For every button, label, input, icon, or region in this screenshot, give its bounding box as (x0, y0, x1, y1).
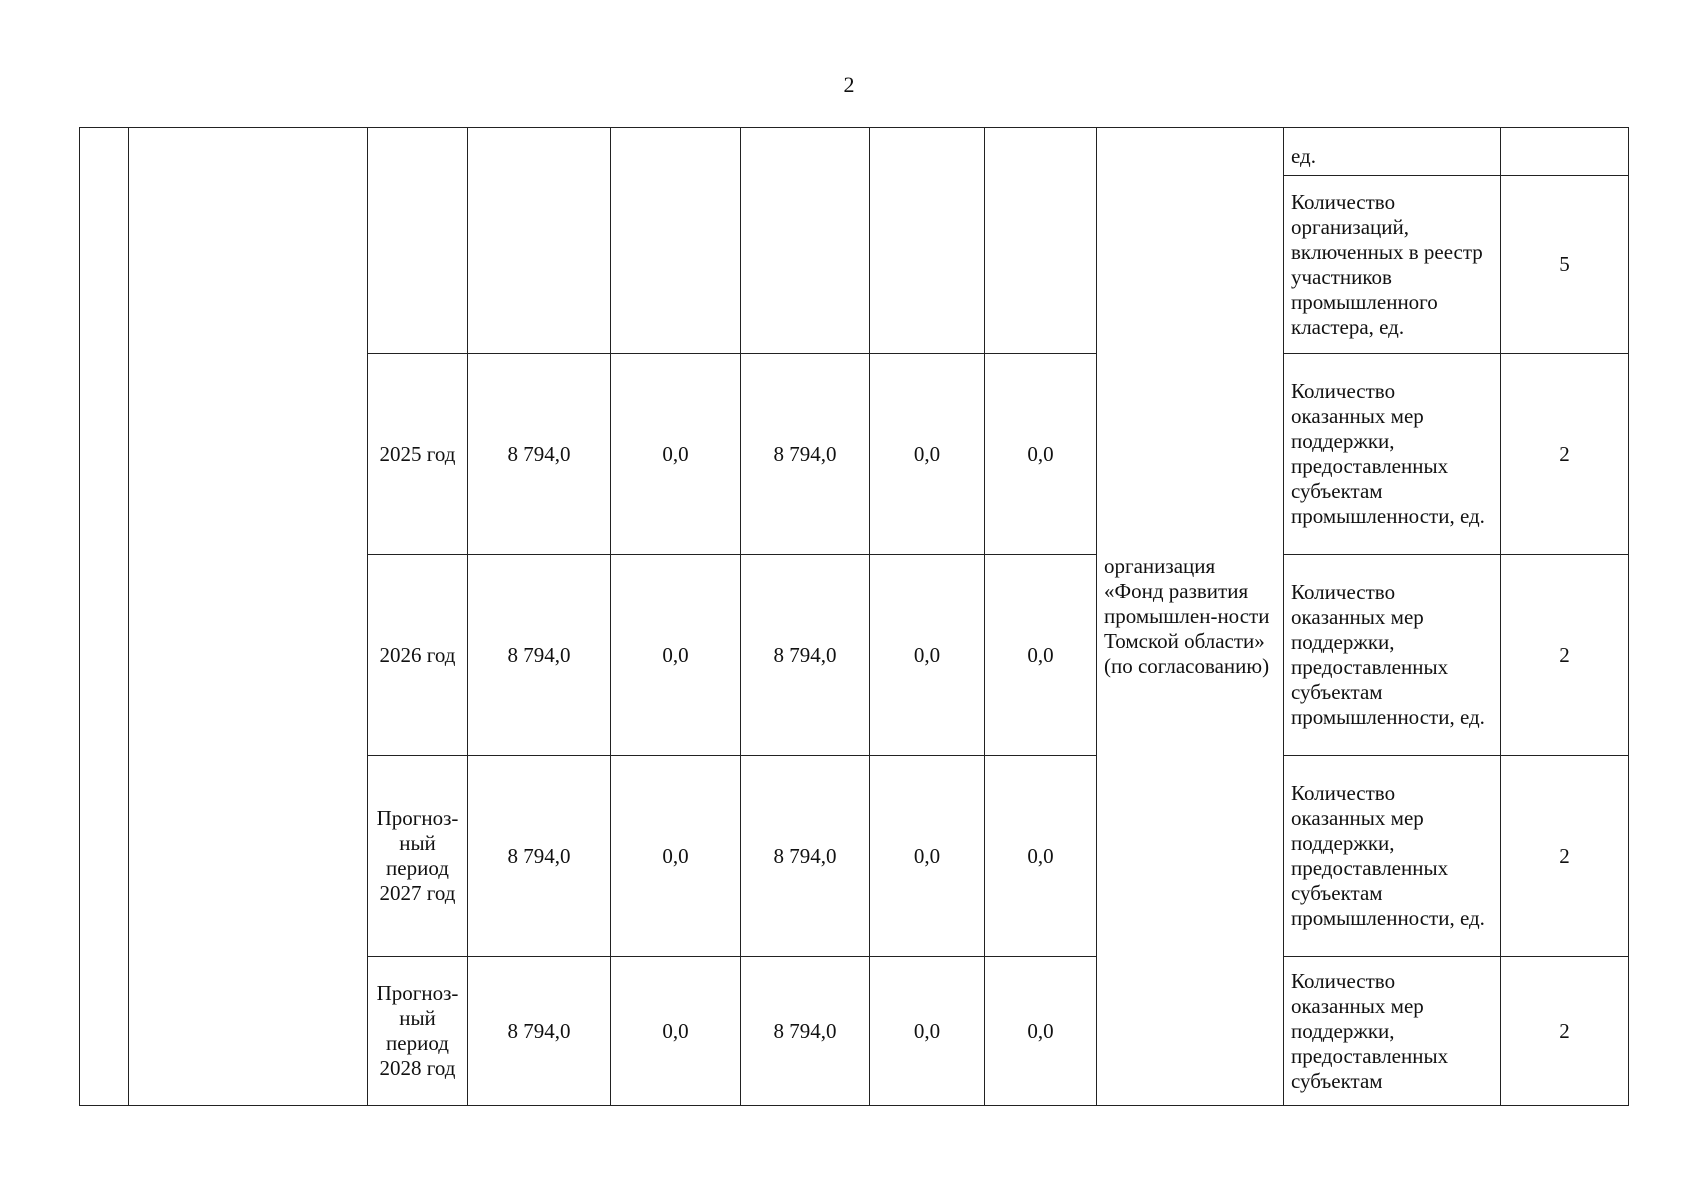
local-cell (870, 128, 985, 354)
indicator-cell: ед. (1284, 128, 1501, 176)
indicator-value-cell: 2 (1501, 957, 1629, 1106)
activity-name-cell (129, 128, 368, 1106)
indicator-cell: Количество оказанных мер поддержки, предоставленных субъектам (1284, 957, 1501, 1106)
row-number-cell (80, 128, 129, 1106)
indicator-cell: Количество оказанных мер поддержки, предоставленных субъектам промышленности, ед. (1284, 756, 1501, 957)
federal-cell (611, 128, 741, 354)
total-cell: 8 794,0 (468, 957, 611, 1106)
other-cell (985, 128, 1097, 354)
period-cell: Прогноз-ный период 2028 год (368, 957, 468, 1106)
total-cell (468, 128, 611, 354)
period-cell: 2026 год (368, 555, 468, 756)
federal-cell: 0,0 (611, 354, 741, 555)
table-row (80, 128, 1629, 176)
local-cell: 0,0 (870, 555, 985, 756)
indicator-cell: Количество организаций, включенных в реестр участников промышленного кластера, ед. (1284, 176, 1501, 354)
total-cell: 8 794,0 (468, 354, 611, 555)
page-number: 2 (843, 72, 855, 97)
other-cell: 0,0 (985, 354, 1097, 555)
indicator-value-cell: 2 (1501, 555, 1629, 756)
regional-cell: 8 794,0 (741, 354, 870, 555)
other-cell: 0,0 (985, 957, 1097, 1106)
federal-cell: 0,0 (611, 555, 741, 756)
indicator-cell: Количество оказанных мер поддержки, предоставленных субъектам промышленности, ед. (1284, 354, 1501, 555)
local-cell: 0,0 (870, 756, 985, 957)
indicator-cell: Количество оказанных мер поддержки, предоставленных субъектам промышленности, ед. (1284, 555, 1501, 756)
regional-cell: 8 794,0 (741, 756, 870, 957)
local-cell: 0,0 (870, 957, 985, 1106)
regional-cell: 8 794,0 (741, 555, 870, 756)
indicator-value-cell: 2 (1501, 756, 1629, 957)
total-cell: 8 794,0 (468, 756, 611, 957)
other-cell: 0,0 (985, 555, 1097, 756)
other-cell: 0,0 (985, 756, 1097, 957)
indicator-value-cell: 5 (1501, 176, 1629, 354)
period-cell: 2025 год (368, 354, 468, 555)
program-table (79, 127, 1629, 1106)
indicator-value-cell (1501, 128, 1629, 176)
period-cell: Прогноз-ный период 2027 год (368, 756, 468, 957)
local-cell: 0,0 (870, 354, 985, 555)
total-cell: 8 794,0 (468, 555, 611, 756)
federal-cell: 0,0 (611, 756, 741, 957)
indicator-value-cell: 2 (1501, 354, 1629, 555)
executor-cell: организация «Фонд развития промышлен-ности Томской области» (по согласованию) (1097, 128, 1284, 1106)
period-cell (368, 128, 468, 354)
federal-cell: 0,0 (611, 957, 741, 1106)
regional-cell (741, 128, 870, 354)
regional-cell: 8 794,0 (741, 957, 870, 1106)
